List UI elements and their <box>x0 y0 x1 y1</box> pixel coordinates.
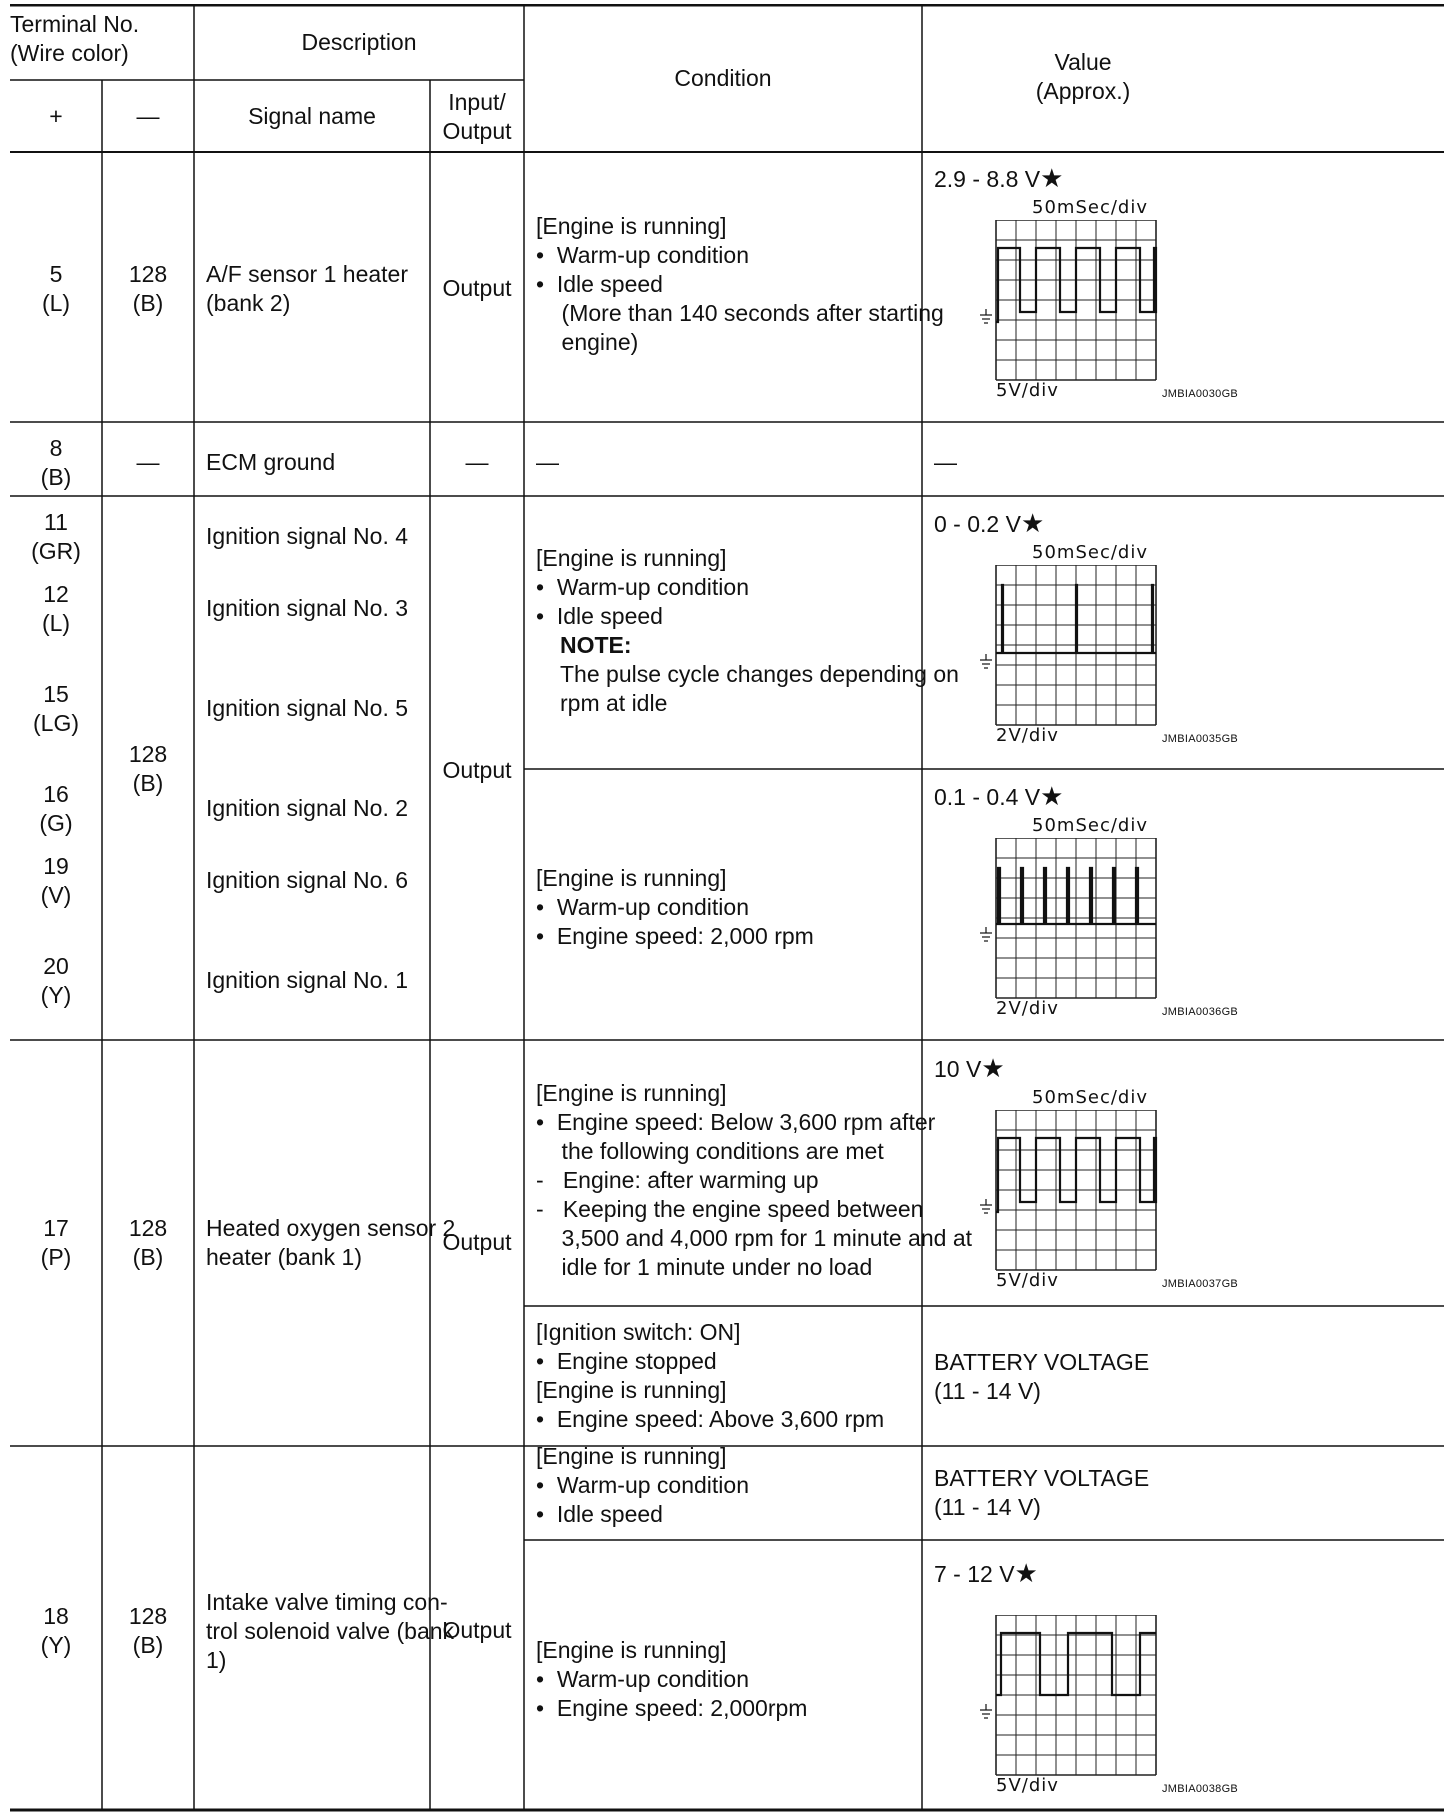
row3-condition-a-detail: The pulse cycle changes depending on rpm at idle <box>560 661 959 716</box>
row4-condition-b: [Ignition switch: ON] • Engine stopped [Engine is running] • Engine speed: Above 3,600 rpm <box>536 1319 885 1432</box>
row3-waveform-b <box>934 782 1256 1038</box>
row3-signal-4: Ignition signal No. 2 <box>206 795 409 821</box>
row3-signal-1: Ignition signal No. 4 <box>206 523 409 549</box>
row1-value-text: 2.9 - 8.8 V★ <box>934 163 1064 193</box>
row5-value-b-text: 7 - 12 V★ <box>934 1558 1038 1588</box>
row3-io: Output <box>442 757 512 783</box>
header-terminal-no: Terminal No. (Wire color) <box>10 11 140 66</box>
time-per-division: 50mSec/div <box>1032 542 1148 563</box>
waveform-trace <box>996 585 1156 653</box>
waveform-trace <box>996 248 1156 322</box>
row3-value-a-text: 0 - 0.2 V★ <box>934 508 1045 538</box>
header-plus: + <box>49 103 63 129</box>
row4-waveform-a <box>934 1054 1256 1310</box>
row4-value-a-text: 10 V★ <box>934 1053 1005 1083</box>
row3-signal-2: Ignition signal No. 3 <box>206 595 409 621</box>
figure-code: JMBIA0036GB <box>1162 1006 1239 1018</box>
row3-value-b-text: 0.1 - 0.4 V★ <box>934 781 1064 811</box>
figure-code: JMBIA0035GB <box>1162 733 1239 745</box>
header-description: Description <box>301 29 417 55</box>
time-per-division: 50mSec/div <box>1032 815 1148 836</box>
row3-signal-6: Ignition signal No. 1 <box>206 967 409 993</box>
header-condition: Condition <box>674 65 772 91</box>
volts-per-division: 5V/div <box>996 1775 1059 1796</box>
volts-per-division: 5V/div <box>996 1270 1059 1291</box>
row5-terminal-plus: 18 (Y) <box>40 1603 72 1658</box>
row2-io: — <box>465 449 489 475</box>
time-per-division: 50mSec/div <box>1032 1087 1148 1108</box>
row5-signal-name: Intake valve timing con- trol solenoid valve (bank 1) <box>206 1589 455 1673</box>
row1-waveform <box>934 164 1256 420</box>
row3-terminal-minus: 128 (B) <box>128 741 168 796</box>
header-minus: — <box>136 103 160 129</box>
volts-per-division: 2V/div <box>996 998 1059 1019</box>
star-icon: ★ <box>1040 781 1064 811</box>
row2-terminal-plus: 8 (B) <box>40 435 72 490</box>
row5-waveform-b <box>934 1559 1256 1815</box>
row2-value: — <box>934 449 957 475</box>
figure-code: JMBIA0038GB <box>1162 1783 1239 1795</box>
row5-terminal-minus: 128 (B) <box>128 1603 168 1658</box>
row3-condition-a-note: NOTE: <box>560 632 632 658</box>
row3-terminal-plus-5: 19 (V) <box>40 853 72 908</box>
waveform-trace <box>996 1138 1156 1212</box>
row1-terminal-minus: 128 (B) <box>128 261 168 316</box>
row4-signal-name: Heated oxygen sensor 2 heater (bank 1) <box>206 1215 456 1270</box>
row1-condition: [Engine is running] • Warm-up condition • Idle speed (More than 140 seconds after starting engine) <box>536 213 944 355</box>
row3-terminal-plus-6: 20 (Y) <box>40 953 72 1008</box>
row4-value-b: BATTERY VOLTAGE (11 - 14 V) <box>934 1349 1150 1404</box>
row5-value-a: BATTERY VOLTAGE (11 - 14 V) <box>934 1465 1150 1520</box>
header-input-output: Input/ Output <box>442 89 512 144</box>
row3-terminal-plus-3: 15 (LG) <box>33 681 79 736</box>
row1-io: Output <box>442 275 512 301</box>
figure-code: JMBIA0037GB <box>1162 1278 1239 1290</box>
row4-terminal-plus: 17 (P) <box>40 1215 72 1270</box>
header-signal-name: Signal name <box>248 103 376 129</box>
volts-per-division: 2V/div <box>996 725 1059 746</box>
row4-io: Output <box>442 1229 512 1255</box>
row3-signal-5: Ignition signal No. 6 <box>206 867 409 893</box>
row1-signal-name: A/F sensor 1 heater (bank 2) <box>206 261 408 316</box>
time-per-division: 50mSec/div <box>1032 197 1148 218</box>
row2-signal-name: ECM ground <box>206 449 336 475</box>
row3-waveform-a <box>934 509 1256 765</box>
row3-signal-3: Ignition signal No. 5 <box>206 695 409 721</box>
row5-condition-a: [Engine is running] • Warm-up condition • Idle speed <box>536 1443 749 1527</box>
row2-condition: — <box>536 449 559 475</box>
star-icon: ★ <box>981 1053 1005 1083</box>
figure-code: JMBIA0030GB <box>1162 388 1239 400</box>
row5-io: Output <box>442 1617 512 1643</box>
star-icon: ★ <box>1020 508 1045 538</box>
row3-terminal-plus-1: 11 (GR) <box>31 509 81 564</box>
terminal-spec-table <box>10 4 1444 1812</box>
row2-terminal-minus: — <box>136 449 160 475</box>
row4-condition-a: [Engine is running] • Engine speed: Below 3,600 rpm after the following conditions are met - Engine: after warming up - Keeping the engine speed between 3,500 and 4,000 rpm for 1 minute and at idle for 1 minute under no load <box>536 1080 973 1280</box>
row5-condition-b: [Engine is running] • Warm-up condition • Engine speed: 2,000rpm <box>536 1637 808 1721</box>
row4-terminal-minus: 128 (B) <box>128 1215 168 1270</box>
star-icon: ★ <box>1040 163 1064 193</box>
row3-terminal-plus-2: 12 (L) <box>41 581 71 636</box>
volts-per-division: 5V/div <box>996 380 1059 401</box>
header-value: Value (Approx.) <box>1035 49 1131 104</box>
row3-condition-a: [Engine is running] • Warm-up condition • Idle speed <box>536 545 749 629</box>
star-icon: ★ <box>1014 1558 1038 1588</box>
row3-terminal-plus-4: 16 (G) <box>39 781 73 836</box>
row3-condition-b: [Engine is running] • Warm-up condition • Engine speed: 2,000 rpm <box>536 865 814 949</box>
row1-terminal-plus: 5 (L) <box>41 261 71 316</box>
